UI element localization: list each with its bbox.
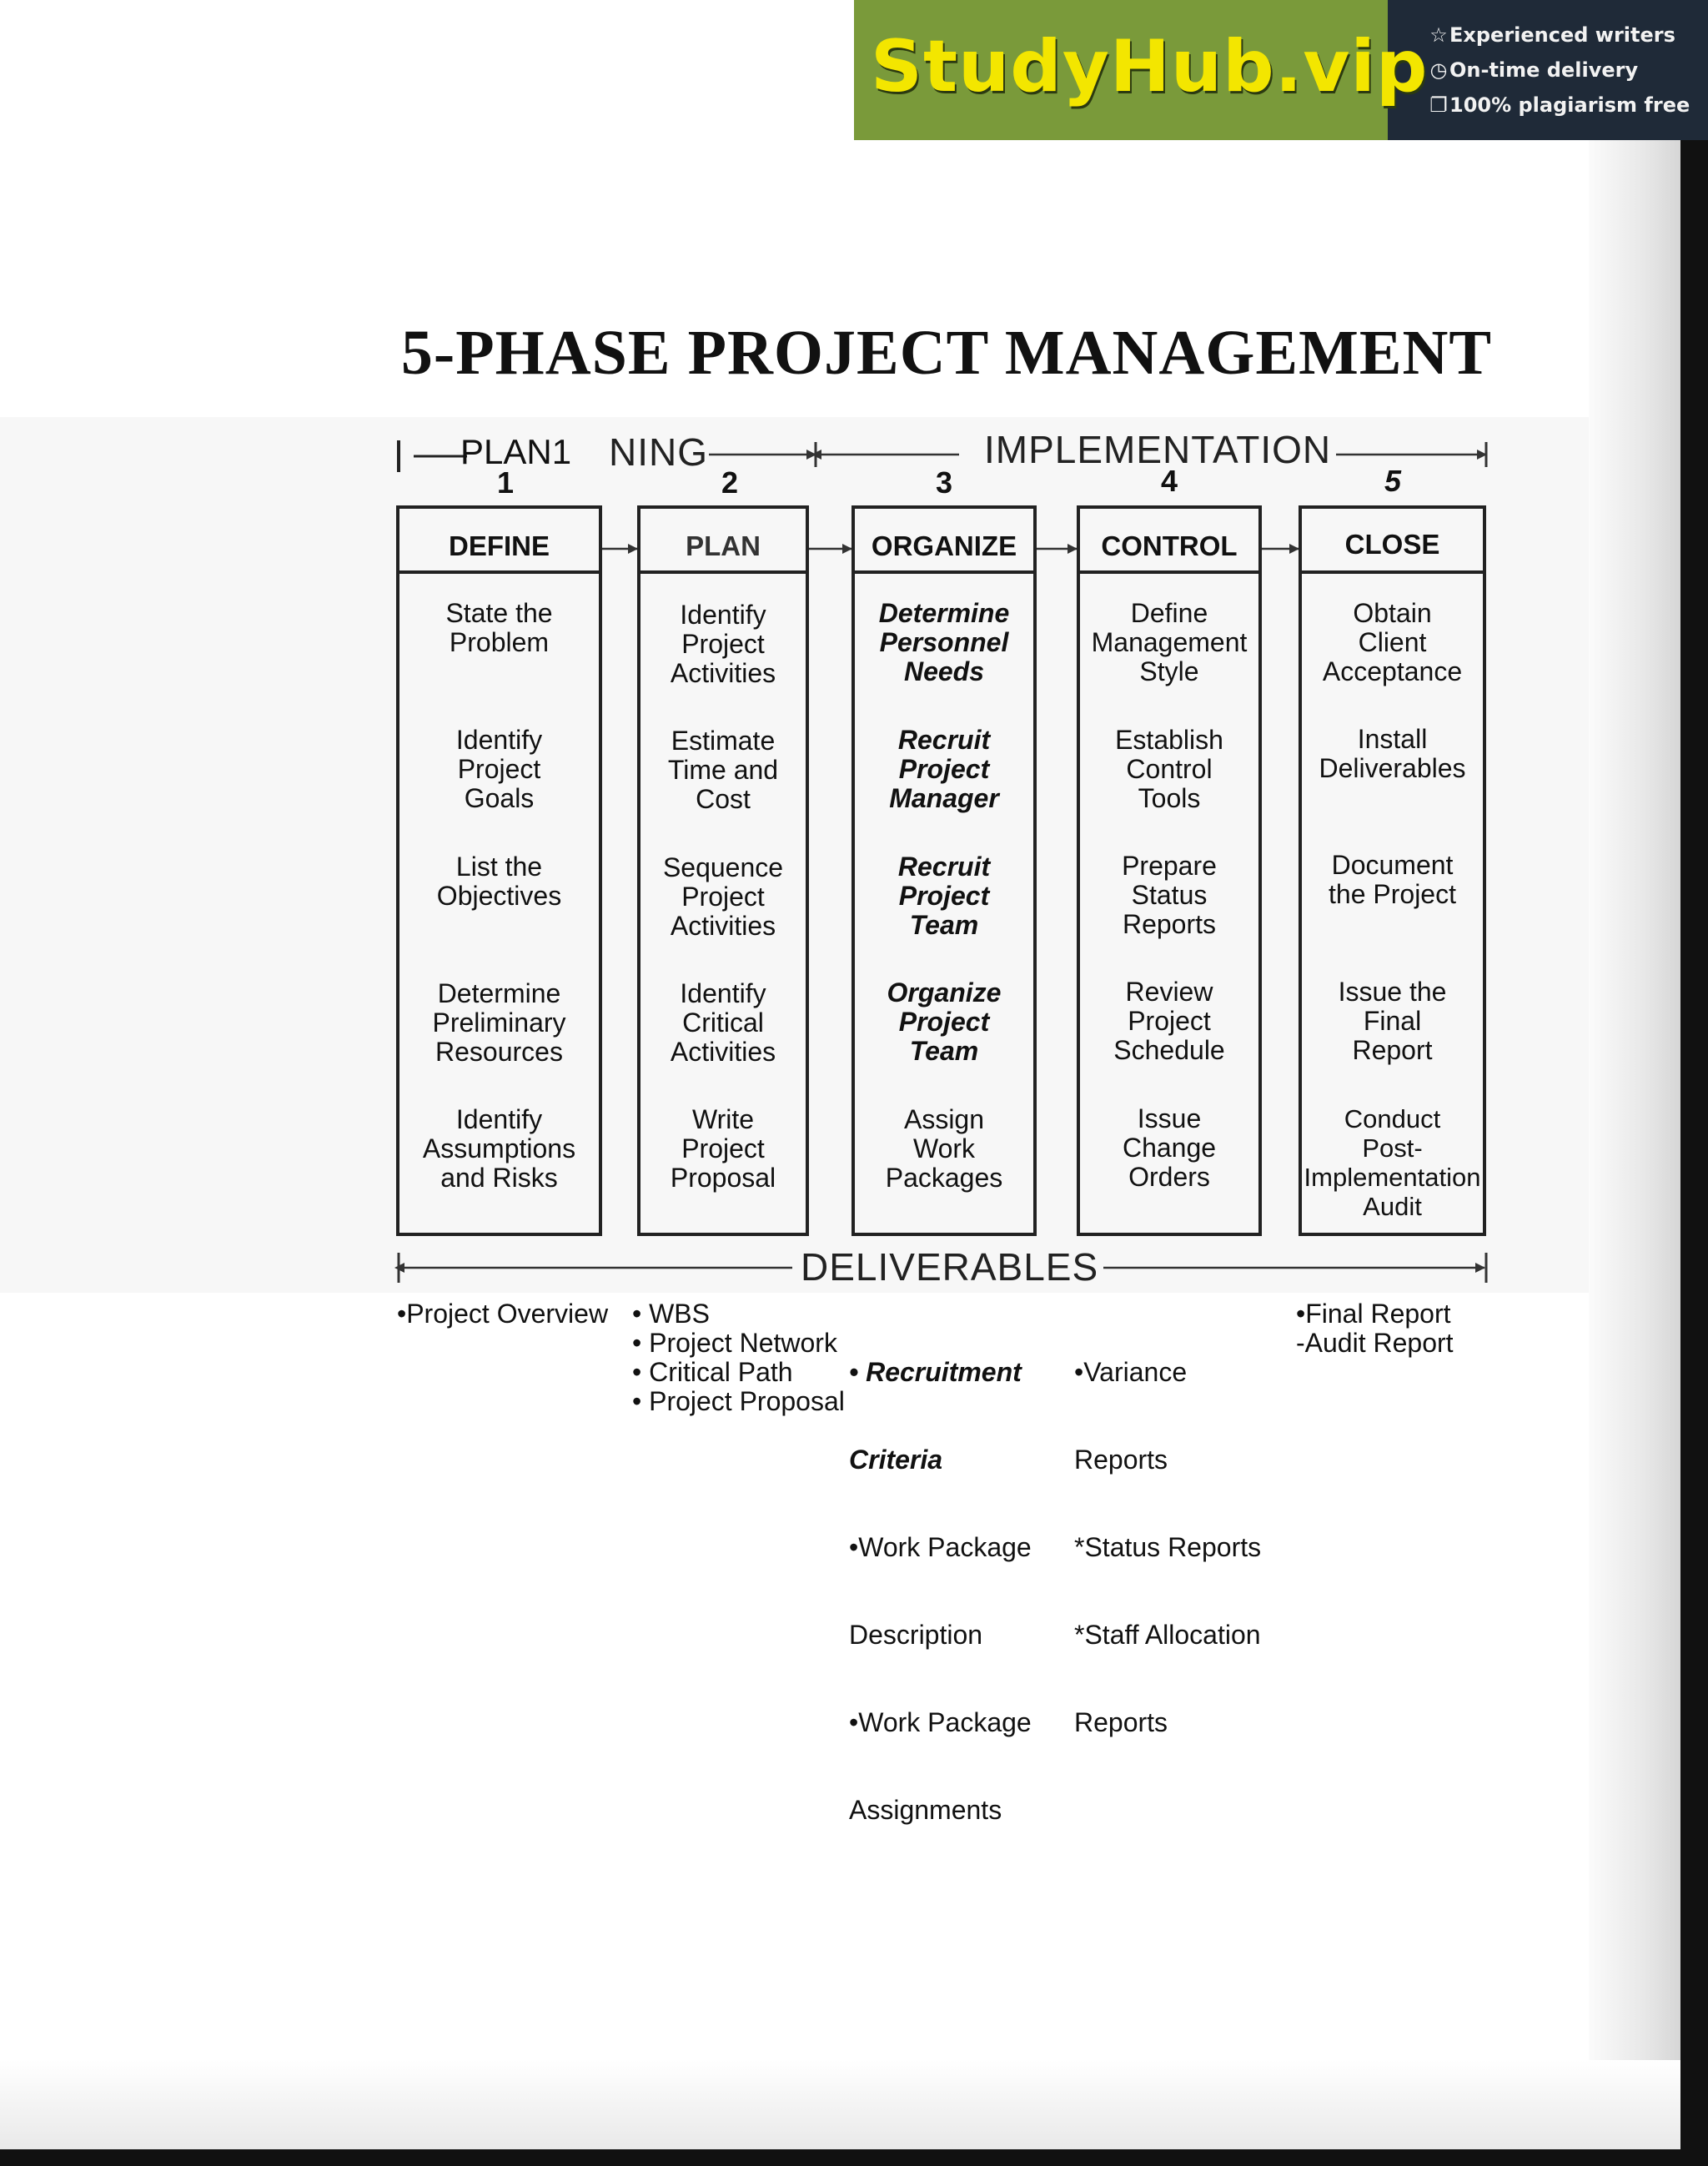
clock-icon: ◷ (1429, 58, 1448, 82)
deliverable-item: -Audit Report (1296, 1328, 1454, 1358)
define-item: State the Problem (445, 598, 553, 657)
deliverable-item: •Variance (1074, 1357, 1188, 1387)
plan-item: Write Project Proposal (670, 1104, 776, 1193)
phase-number-3: 3 (935, 465, 953, 500)
deliverable-item: •Final Report (1296, 1299, 1451, 1329)
organize-item: Organize Project Team (887, 977, 1002, 1066)
deliverable-item: Assignments (849, 1795, 1002, 1825)
deliverable-item: • Recruitment (849, 1357, 1022, 1387)
close-item: Obtain Client Acceptance (1322, 598, 1463, 686)
deliverable-item: Reports (1074, 1707, 1168, 1737)
deliverable-item: • WBS (632, 1299, 710, 1329)
deliverables-organize (849, 1299, 1032, 1854)
deliverable-item: •Project Overview (397, 1299, 609, 1329)
control-item: Issue Change Orders (1122, 1103, 1217, 1192)
plan-item: Sequence Project Activities (662, 852, 784, 941)
close-item: Issue the Final Report (1338, 977, 1447, 1065)
page-title: 5-PHASE PROJECT MANAGEMENT (400, 318, 1493, 388)
deliverable-item: Reports (1074, 1445, 1168, 1475)
deliverable-item: • Critical Path (632, 1357, 793, 1387)
phase-header-plan: PLAN (686, 530, 761, 561)
deliverable-item: •Work Package (849, 1707, 1032, 1737)
deliverable-item: • Project Proposal (632, 1386, 845, 1416)
deliverables-label: DELIVERABLES (796, 1244, 1103, 1289)
star-icon: ☆ (1429, 23, 1448, 47)
phase-number-4: 4 (1160, 464, 1178, 498)
plan-item: Identify Critical Activities (670, 978, 776, 1067)
deliverables-control (1074, 1299, 1261, 1766)
plan-item: Estimate Time and Cost (667, 726, 779, 814)
feature-plagiarism-free: ❐100% plagiarism free (1428, 93, 1690, 117)
planning-label: NING (609, 430, 708, 474)
deliverable-item: • Project Network (632, 1328, 837, 1358)
deliverable-item: Criteria (849, 1445, 943, 1475)
deliverables-close (1296, 1299, 1454, 1358)
organize-item: Recruit Project Manager (889, 725, 999, 813)
phase-header-define: DEFINE (448, 530, 550, 561)
organize-item: Assign Work Packages (885, 1104, 1003, 1193)
brand-logo[interactable]: StudyHub.vip (871, 25, 1429, 108)
phase-number-2: 2 (721, 465, 739, 500)
feature-experienced-writers: ☆Experienced writers (1428, 23, 1675, 47)
control-item: Prepare Status Reports (1122, 851, 1217, 939)
deliverable-item: *Status Reports (1074, 1532, 1262, 1562)
control-item: Review Project Schedule (1113, 977, 1225, 1065)
planning-label-mid: PLAN1 (460, 432, 572, 471)
phase-header-control: CONTROL (1101, 530, 1238, 561)
define-item: List the Objectives (436, 852, 562, 911)
phase-header-close: CLOSE (1344, 529, 1440, 560)
close-item: Install Deliverables (1319, 724, 1466, 783)
control-item: Establish Control Tools (1115, 725, 1223, 813)
phase-number-5: 5 (1384, 464, 1402, 498)
deliverables-plan (632, 1299, 845, 1416)
close-item: Document the Project (1329, 850, 1456, 909)
organize-item: Determine Personnel Needs (878, 598, 1010, 686)
phase-number-1: 1 (496, 465, 515, 500)
deliverable-item: *Staff Allocation (1074, 1620, 1261, 1650)
define-item: Identify Project Goals (455, 725, 543, 813)
deliverable-item: •Work Package (849, 1532, 1032, 1562)
copy-icon: ❐ (1429, 93, 1448, 117)
deliverable-item: Description (849, 1620, 983, 1650)
implementation-label: IMPLEMENTATION (984, 428, 1332, 471)
define-item: Determine Preliminary Resources (432, 978, 566, 1067)
close-item: Conduct Post- Implementation Audit (1304, 1104, 1481, 1221)
plan-item: Identify Project Activities (670, 600, 776, 688)
control-item: Define Management Style (1091, 598, 1248, 686)
define-item: Identify Assumptions and Risks (422, 1104, 576, 1193)
organize-item: Recruit Project Team (897, 852, 991, 940)
deliverables-define (397, 1299, 608, 1329)
phase-header-organize: ORGANIZE (871, 530, 1017, 561)
feature-on-time-delivery: ◷ On-time delivery (1428, 58, 1638, 82)
